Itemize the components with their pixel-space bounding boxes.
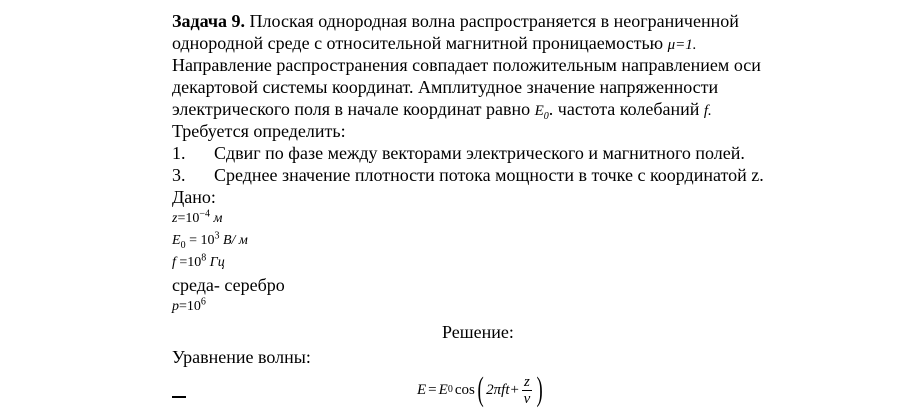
problem-text: Требуется определить: [172, 121, 346, 141]
given-label: Дано: [172, 187, 216, 207]
e0-symbol: $E_0$ [534, 103, 549, 122]
given-p: $p=10^6$ [172, 296, 206, 314]
task-item [172, 142, 872, 164]
fraction-z-over-v: $\frac{z}{v}$ [523, 373, 531, 407]
task-number: 3. [172, 165, 186, 185]
problem-title: Задача 9. [172, 11, 246, 31]
task-item [172, 164, 872, 186]
problem-line-2 [172, 32, 872, 54]
problem-text: Плоская однородная волна распространяется в неограниченной [249, 11, 739, 31]
problem-text: декартовой системы координат. Амплитудное значение напряженности [172, 77, 719, 97]
task-text: Среднее значение плотности потока мощности в точке с координатой z. [214, 165, 764, 185]
given-medium: среда- серебро [172, 275, 285, 295]
mu-expression: μ=1. [667, 37, 697, 53]
problem-text: электрического поля в начале координат равно [172, 99, 531, 119]
wave-equation-row [172, 368, 872, 412]
problem-text: однородной среде с относительной магнитной проницаемостью [172, 33, 664, 53]
solution-title: Решение: [442, 322, 514, 342]
given-f: $f =10^8$ Гц [172, 252, 225, 270]
problem-line-1 [172, 10, 872, 32]
wave-equation: E = E 0 cos ( 2πft+ $\frac{z}{v}$ ) [417, 371, 544, 408]
problem-line-3 [172, 54, 872, 76]
task-number: 1. [172, 143, 186, 163]
cropped-text-fragment [172, 396, 186, 406]
document-page [172, 10, 872, 412]
given-z: $z=10^{-4}$ м [172, 208, 223, 226]
task-text: Сдвиг по фазе между векторами электрического и магнитного полей. [214, 143, 745, 163]
problem-line-6 [172, 120, 872, 142]
problem-text: Направление распространения совпадает положительным направлением оси [172, 55, 761, 75]
problem-line-5 [172, 98, 872, 120]
given-e0: $E_0 = 10^3$ В/ м [172, 230, 248, 251]
wave-equation-label: Уравнение волны: [172, 347, 311, 367]
problem-text: . частота колебаний [548, 99, 700, 119]
problem-line-4 [172, 76, 872, 98]
f-symbol: f. [703, 103, 712, 119]
